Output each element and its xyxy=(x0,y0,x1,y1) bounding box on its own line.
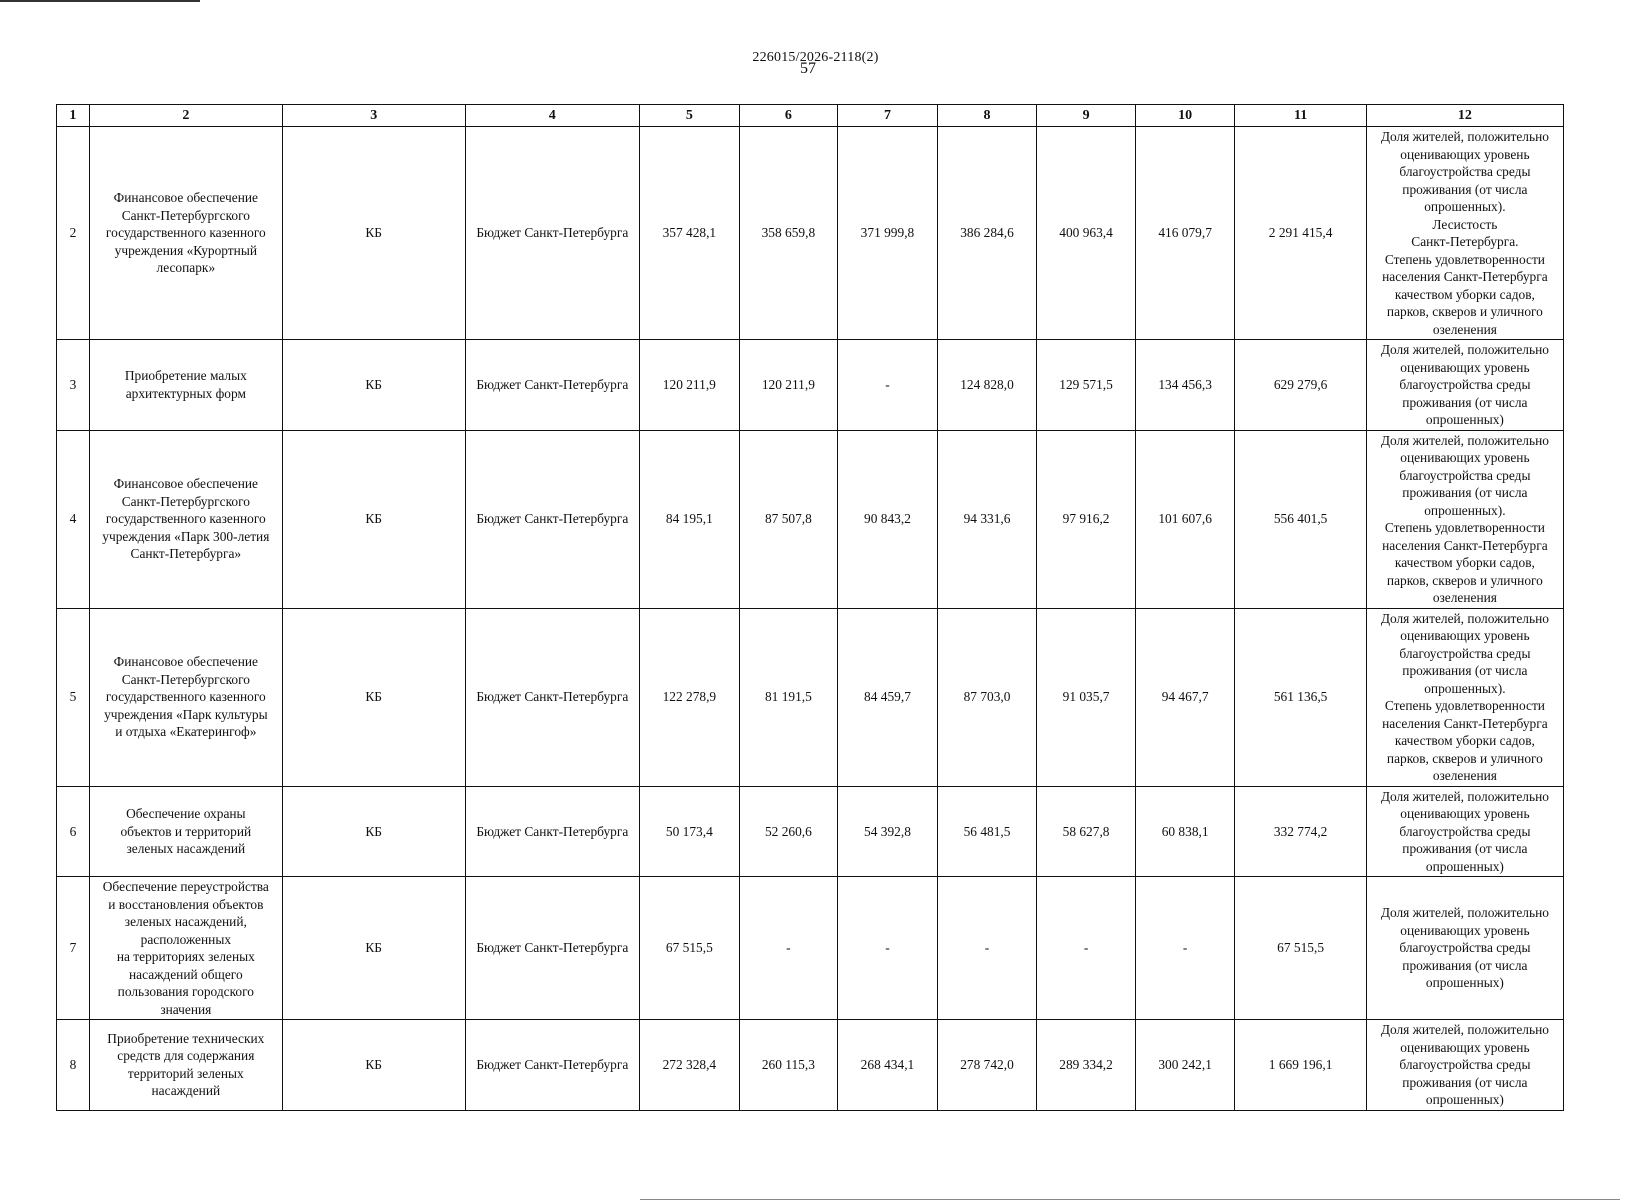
indicator-line: благоустройства среды xyxy=(1399,377,1531,392)
indicator-line: населения Санкт-Петербурга xyxy=(1382,269,1548,284)
activity-name-line: Санкт-Петербургского xyxy=(121,493,250,509)
total-amount-cell: 561 136,5 xyxy=(1235,608,1366,786)
amount-cell: 416 079,7 xyxy=(1135,127,1235,340)
activity-name-line: Финансовое обеспечение xyxy=(113,190,258,206)
total-amount-cell: 629 279,6 xyxy=(1235,340,1366,431)
indicator-line: проживания (от числа xyxy=(1402,485,1528,500)
total-amount-cell: 556 401,5 xyxy=(1235,430,1366,608)
activity-name-line: государственного казенного xyxy=(105,225,266,241)
indicator-line: оценивающих уровень xyxy=(1400,146,1530,162)
indicator-line: благоустройства среды xyxy=(1399,940,1531,956)
activity-name-line: учреждения «Курортный xyxy=(114,242,257,258)
indicator-line: проживания (от числа xyxy=(1402,1074,1528,1090)
amount-cell: 289 334,2 xyxy=(1037,1020,1136,1111)
activity-name-line: зеленых насаждений, xyxy=(124,914,247,929)
budget-code-cell: КБ xyxy=(282,430,465,608)
indicator-line: населения Санкт-Петербурга xyxy=(1382,715,1548,731)
indicator-line: опрошенных) xyxy=(1425,412,1504,427)
budget-code-cell: КБ xyxy=(282,1020,465,1111)
indicator-line: опрошенных). xyxy=(1424,680,1506,696)
funding-source-cell: Бюджет Санкт-Петербурга xyxy=(465,786,640,877)
indicator-line: проживания (от числа xyxy=(1402,181,1528,197)
amount-cell: 67 515,5 xyxy=(640,877,740,1020)
column-header: 11 xyxy=(1235,105,1366,127)
row-number-cell: 5 xyxy=(57,608,90,786)
table-row xyxy=(57,608,1564,786)
amount-cell: - xyxy=(838,877,938,1020)
amount-cell: 358 659,8 xyxy=(739,127,838,340)
activity-name-line: средств для содержания xyxy=(117,1048,255,1064)
amount-cell: - xyxy=(838,340,938,431)
amount-cell: 90 843,2 xyxy=(838,430,938,608)
activity-name-cell xyxy=(89,1020,282,1111)
indicator-line: Доля жителей, положительно xyxy=(1380,788,1549,804)
total-amount-cell: 2 291 415,4 xyxy=(1235,127,1366,340)
scan-edge xyxy=(0,0,200,2)
amount-cell: 91 035,7 xyxy=(1037,608,1136,786)
funding-source-cell: Бюджет Санкт-Петербурга xyxy=(465,608,640,786)
amount-cell: 120 211,9 xyxy=(640,340,740,431)
table-row xyxy=(57,1020,1564,1111)
activity-name-line: архитектурных форм xyxy=(125,385,246,401)
funding-source-cell: Бюджет Санкт-Петербурга xyxy=(465,430,640,608)
amount-cell: 300 242,1 xyxy=(1135,1020,1235,1111)
activity-name-line: учреждения «Парк культуры xyxy=(104,706,268,722)
indicator-line: Степень удовлетворенности xyxy=(1384,520,1545,535)
activity-name-line: Обеспечение переустройства xyxy=(102,879,269,894)
amount-cell: 371 999,8 xyxy=(838,127,938,340)
indicator-line: благоустройства среды xyxy=(1399,164,1531,179)
amount-cell: 101 607,6 xyxy=(1135,430,1235,608)
amount-cell: 84 195,1 xyxy=(640,430,740,608)
activity-name-line: объектов и территорий xyxy=(120,823,252,839)
indicator-line: качеством уборки садов, xyxy=(1394,286,1535,302)
amount-cell: 129 571,5 xyxy=(1037,340,1136,431)
indicator-line: оценивающих уровень xyxy=(1400,359,1530,375)
indicator-line: благоустройства среды xyxy=(1399,823,1531,839)
row-number-cell: 4 xyxy=(57,430,90,608)
activity-name-line: учреждения «Парк 300-летия xyxy=(102,528,270,544)
indicator-line: проживания (от числа xyxy=(1402,841,1528,856)
indicator-line: оценивающих уровень xyxy=(1400,628,1530,643)
table-body xyxy=(57,127,1564,1111)
funding-source-cell: Бюджет Санкт-Петербурга xyxy=(465,1020,640,1111)
indicator-line: Доля жителей, положительно xyxy=(1380,1022,1549,1037)
total-amount-cell: 1 669 196,1 xyxy=(1235,1020,1366,1111)
budget-code-cell: КБ xyxy=(282,127,465,340)
amount-cell: 268 434,1 xyxy=(838,1020,938,1111)
amount-cell: 97 916,2 xyxy=(1037,430,1136,608)
amount-cell: 400 963,4 xyxy=(1037,127,1136,340)
indicator-line: проживания (от числа xyxy=(1402,957,1528,973)
amount-cell: 52 260,6 xyxy=(739,786,838,877)
indicator-line: озеленения xyxy=(1432,768,1497,783)
amount-cell: 386 284,6 xyxy=(937,127,1037,340)
row-number-cell: 7 xyxy=(57,877,90,1020)
table-row xyxy=(57,786,1564,877)
amount-cell: 357 428,1 xyxy=(640,127,740,340)
column-header: 6 xyxy=(739,105,838,127)
activity-name-line: Приобретение технических xyxy=(107,1030,265,1046)
activity-name-cell xyxy=(89,786,282,877)
indicator-line: опрошенных). xyxy=(1424,199,1506,214)
amount-cell: 87 703,0 xyxy=(937,608,1037,786)
table-row xyxy=(57,877,1564,1020)
amount-cell: - xyxy=(937,877,1037,1020)
amount-cell: 84 459,7 xyxy=(838,608,938,786)
activity-name-line: и восстановления объектов xyxy=(108,896,264,912)
column-header: 5 xyxy=(640,105,740,127)
funding-source-cell: Бюджет Санкт-Петербурга xyxy=(465,127,640,340)
activity-name-cell xyxy=(89,608,282,786)
activity-name-line: пользования городского xyxy=(117,984,254,999)
row-number-cell: 3 xyxy=(57,340,90,431)
indicator-line: опрошенных). xyxy=(1424,502,1506,518)
table-row xyxy=(57,127,1564,340)
table-row xyxy=(57,430,1564,608)
column-header: 8 xyxy=(937,105,1037,127)
activity-name-line: Санкт-Петербургского xyxy=(121,671,250,687)
indicator-cell xyxy=(1366,127,1563,340)
indicator-cell xyxy=(1366,1020,1563,1111)
activity-name-line: территорий зеленых xyxy=(127,1065,244,1081)
amount-cell: 278 742,0 xyxy=(937,1020,1037,1111)
column-header: 12 xyxy=(1366,105,1563,127)
indicator-line: Степень удовлетворенности xyxy=(1384,698,1545,713)
indicator-line: населения Санкт-Петербурга xyxy=(1382,537,1548,553)
amount-cell: 87 507,8 xyxy=(739,430,838,608)
indicator-line: парков, скверов и уличного xyxy=(1386,572,1543,588)
indicator-line: опрошенных) xyxy=(1425,858,1504,874)
activity-name-line: государственного казенного xyxy=(105,689,266,705)
activity-name-line: Финансовое обеспечение xyxy=(113,476,258,492)
activity-name-line: Санкт-Петербурга» xyxy=(130,546,242,562)
funding-source-cell: Бюджет Санкт-Петербурга xyxy=(465,340,640,431)
activity-name-cell xyxy=(89,877,282,1020)
indicator-line: Доля жителей, положительно xyxy=(1380,905,1549,921)
table-row xyxy=(57,340,1564,431)
amount-cell: 81 191,5 xyxy=(739,608,838,786)
column-header: 4 xyxy=(465,105,640,127)
amount-cell: 58 627,8 xyxy=(1037,786,1136,877)
column-header: 9 xyxy=(1037,105,1136,127)
budget-code-cell: КБ xyxy=(282,786,465,877)
header-row xyxy=(57,105,1564,127)
indicator-line: Доля жителей, положительно xyxy=(1380,129,1549,144)
amount-cell: 54 392,8 xyxy=(838,786,938,877)
indicator-cell xyxy=(1366,340,1563,431)
indicator-line: парков, скверов и уличного xyxy=(1386,304,1543,319)
budget-code-cell: КБ xyxy=(282,340,465,431)
column-header: 2 xyxy=(89,105,282,127)
activity-name-line: Обеспечение охраны xyxy=(126,806,246,821)
indicator-line: проживания (от числа xyxy=(1402,663,1528,678)
column-header: 1 xyxy=(57,105,90,127)
indicator-line: Доля жителей, положительно xyxy=(1380,342,1549,357)
amount-cell: 260 115,3 xyxy=(739,1020,838,1111)
amount-cell: 60 838,1 xyxy=(1135,786,1235,877)
row-number-cell: 2 xyxy=(57,127,90,340)
indicator-line: Санкт-Петербурга. xyxy=(1411,234,1519,249)
activity-name-line: значения xyxy=(160,1001,212,1017)
row-number-cell: 8 xyxy=(57,1020,90,1111)
amount-cell: - xyxy=(1135,877,1235,1020)
indicator-line: благоустройства среды xyxy=(1399,645,1531,661)
indicator-line: Степень удовлетворенности xyxy=(1384,251,1545,267)
amount-cell: - xyxy=(1037,877,1136,1020)
indicator-cell xyxy=(1366,430,1563,608)
indicator-line: озеленения xyxy=(1432,321,1497,337)
activity-name-line: на территориях зеленых xyxy=(116,949,255,964)
amount-cell: 56 481,5 xyxy=(937,786,1037,877)
amount-cell: 94 331,6 xyxy=(937,430,1037,608)
amount-cell: 94 467,7 xyxy=(1135,608,1235,786)
column-header: 3 xyxy=(282,105,465,127)
activity-name-line: Санкт-Петербургского xyxy=(121,207,250,223)
amount-cell: - xyxy=(739,877,838,1020)
indicator-line: опрошенных) xyxy=(1425,975,1504,991)
indicator-line: проживания (от числа xyxy=(1402,394,1528,410)
total-amount-cell: 332 774,2 xyxy=(1235,786,1366,877)
activity-name-line: расположенных xyxy=(140,931,232,947)
activity-name-cell xyxy=(89,127,282,340)
indicator-line: опрошенных) xyxy=(1425,1092,1504,1107)
page-number: 57 xyxy=(800,60,816,77)
activity-name-line: и отдыха «Екатерингоф» xyxy=(115,724,257,740)
indicator-cell xyxy=(1366,786,1563,877)
total-amount-cell: 67 515,5 xyxy=(1235,877,1366,1020)
amount-cell: 120 211,9 xyxy=(739,340,838,431)
amount-cell: 134 456,3 xyxy=(1135,340,1235,431)
activity-name-cell xyxy=(89,430,282,608)
activity-name-line: зеленых насаждений xyxy=(126,841,246,856)
indicator-line: парков, скверов и уличного xyxy=(1386,750,1543,766)
column-header: 7 xyxy=(838,105,938,127)
activity-name-line: Приобретение малых xyxy=(124,368,247,384)
indicator-line: оценивающих уровень xyxy=(1400,1039,1530,1055)
indicator-line: оценивающих уровень xyxy=(1400,806,1530,821)
funding-source-cell: Бюджет Санкт-Петербурга xyxy=(465,877,640,1020)
activity-name-line: насаждений xyxy=(151,1083,221,1099)
amount-cell: 124 828,0 xyxy=(937,340,1037,431)
indicator-cell xyxy=(1366,877,1563,1020)
indicator-line: качеством уборки садов, xyxy=(1394,733,1535,748)
indicator-line: Лесистость xyxy=(1432,216,1498,232)
indicator-line: оценивающих уровень xyxy=(1400,922,1530,938)
amount-cell: 272 328,4 xyxy=(640,1020,740,1111)
activity-name-line: лесопарк» xyxy=(156,260,216,276)
indicator-line: качеством уборки садов, xyxy=(1394,555,1535,570)
amount-cell: 122 278,9 xyxy=(640,608,740,786)
document-number: 226015/2026-2118(2) xyxy=(752,50,879,65)
indicator-line: благоустройства среды xyxy=(1399,467,1531,483)
budget-code-cell: КБ xyxy=(282,877,465,1020)
indicator-line: благоустройства среды xyxy=(1399,1057,1531,1072)
budget-code-cell: КБ xyxy=(282,608,465,786)
budget-table xyxy=(56,104,1564,1111)
activity-name-line: государственного казенного xyxy=(105,511,266,527)
indicator-cell xyxy=(1366,608,1563,786)
indicator-line: Доля жителей, положительно xyxy=(1380,610,1549,626)
indicator-line: оценивающих уровень xyxy=(1400,450,1530,465)
indicator-line: Доля жителей, положительно xyxy=(1380,432,1549,448)
activity-name-line: насаждений общего xyxy=(129,966,243,982)
indicator-line: озеленения xyxy=(1432,590,1497,605)
column-header: 10 xyxy=(1135,105,1235,127)
amount-cell: 50 173,4 xyxy=(640,786,740,877)
activity-name-line: Финансовое обеспечение xyxy=(113,654,258,670)
row-number-cell: 6 xyxy=(57,786,90,877)
activity-name-cell xyxy=(89,340,282,431)
